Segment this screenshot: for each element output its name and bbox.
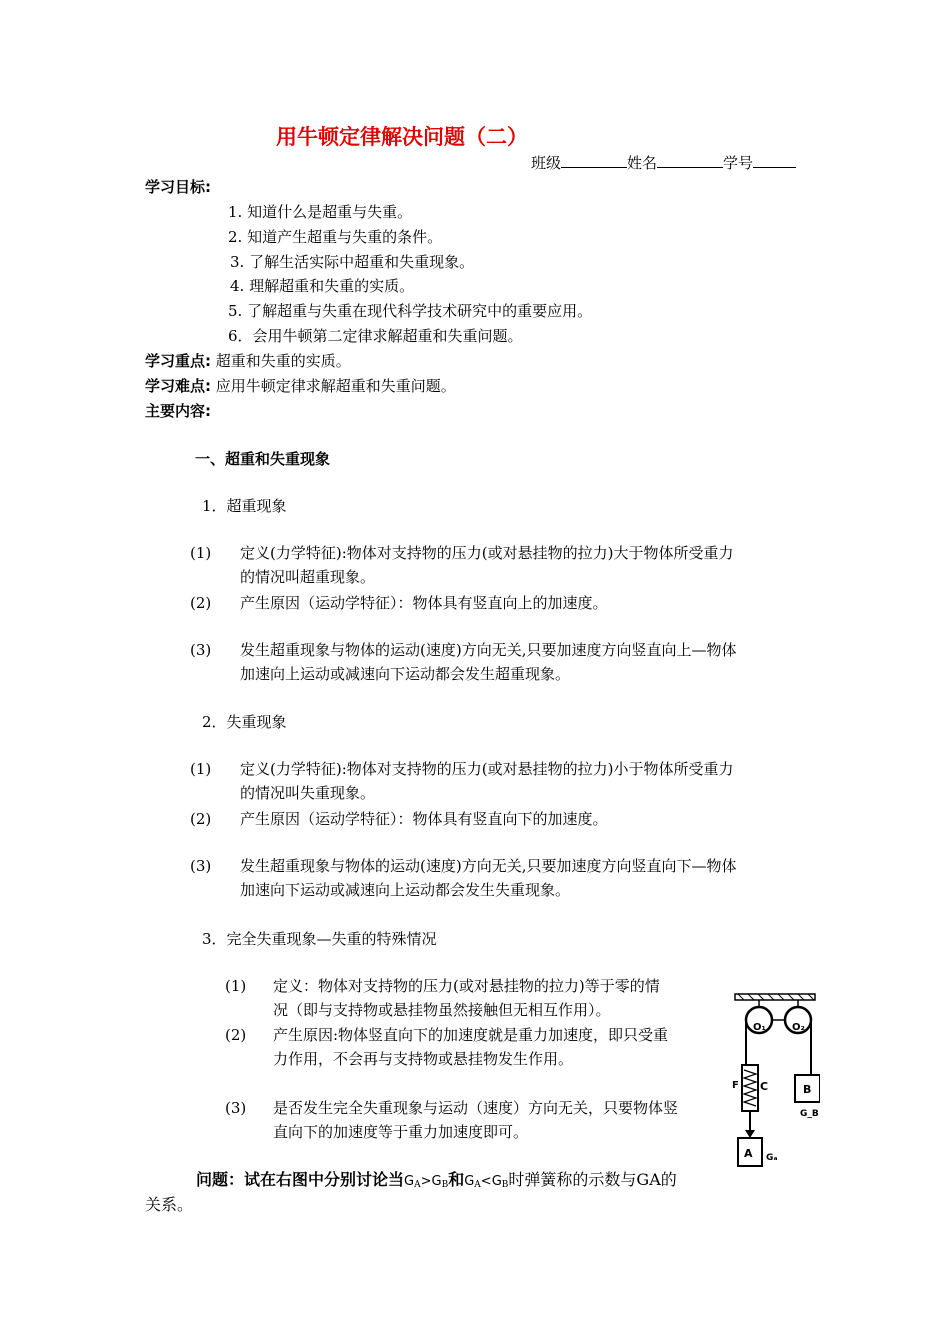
page-title: 用牛顿定律解决问题（二）	[276, 124, 528, 149]
name-blank[interactable]	[657, 152, 723, 168]
item-number: (2)	[190, 810, 212, 828]
item-text: 加速向下运动或减速向上运动都会发生失重现象。	[240, 881, 571, 899]
pulley-figure	[730, 990, 820, 1172]
item-text: 产生原因:物体竖直向下的加速度就是重力加速度，即只受重	[273, 1026, 669, 1044]
objectives-label: 学习目标:	[145, 178, 211, 196]
item-number: (3)	[225, 1099, 247, 1117]
item-text: 直向下的加速度等于重力加速度即可。	[273, 1123, 529, 1141]
number-blank[interactable]	[753, 152, 796, 168]
key-point-text: 超重和失重的实质。	[215, 352, 351, 370]
pulley-o1-label: O₁	[753, 1022, 766, 1033]
pulley-o2-label: O₂	[792, 1022, 805, 1033]
objective-item: 1. 知道什么是超重与失重。	[228, 203, 413, 221]
item-text: 况（即与支持物或悬挂物虽然接触但无相互作用）。	[273, 1001, 611, 1019]
item-number: (2)	[190, 594, 212, 612]
subsection-heading: 1．超重现象	[202, 497, 287, 515]
item-number: (1)	[225, 977, 247, 995]
item-number: (1)	[190, 760, 212, 778]
item-text: 发生超重现象与物体的运动(速度)方向无关,只要加速度方向竖直向上—物体	[240, 641, 737, 659]
item-text: 定义：物体对支持物的压力(或对悬挂物的拉力)等于零的情	[273, 977, 660, 995]
item-text: 产生原因（运动学特征）：物体具有竖直向下的加速度。	[240, 810, 608, 828]
objective-item: 4. 理解超重和失重的实质。	[230, 277, 415, 295]
item-text: 产生原因（运动学特征）：物体具有竖直向上的加速度。	[240, 594, 608, 612]
objective-item: 6．会用牛顿第二定律求解超重和失重问题。	[228, 327, 523, 345]
question-line2: 关系。	[145, 1195, 194, 1214]
objective-item: 3. 了解生活实际中超重和失重现象。	[230, 253, 475, 271]
ceiling-bar	[735, 994, 815, 1000]
item-text: 定义(力学特征):物体对支持物的压力(或对悬挂物的拉力)大于物体所受重力	[240, 544, 734, 562]
spring-label: C	[760, 1080, 769, 1093]
name-label: 姓名	[627, 154, 658, 172]
item-text: 的情况叫失重现象。	[240, 784, 376, 802]
objective-item: 5. 了解超重与失重在现代科学技术研究中的重要应用。	[228, 302, 593, 320]
force-label: F	[732, 1080, 739, 1091]
key-point-label: 学习重点:	[145, 352, 211, 370]
item-number: (3)	[190, 857, 212, 875]
section-heading: 一、超重和失重现象	[195, 450, 331, 468]
block-b-label: B	[803, 1083, 812, 1096]
block-a-label: A	[744, 1147, 753, 1160]
class-blank[interactable]	[561, 152, 627, 168]
key-point	[145, 351, 351, 371]
question-suffix: 时弹簧称的示数与GA的	[508, 1170, 677, 1189]
item-number: (1)	[190, 544, 212, 562]
class-label: 班级	[531, 154, 562, 172]
item-text: 定义(力学特征):物体对支持物的压力(或对悬挂物的拉力)小于物体所受重力	[240, 760, 734, 778]
item-text: 加速向上运动或减速向下运动都会发生超重现象。	[240, 665, 571, 683]
weight-b-label: G_B	[800, 1109, 819, 1119]
number-label: 学号	[723, 154, 754, 172]
objective-item: 2. 知道产生超重与失重的条件。	[228, 228, 443, 246]
subsection-heading: 2．失重现象	[202, 713, 287, 731]
difficulty-text: 应用牛顿定律求解超重和失重问题。	[215, 377, 456, 395]
question-prefix: 问题：试在右图中分别讨论当	[196, 1170, 405, 1189]
item-number: (2)	[225, 1026, 247, 1044]
difficulty-label: 学习难点:	[145, 377, 211, 395]
weight-a-label: Gₐ	[766, 1153, 778, 1163]
item-text: 的情况叫超重现象。	[240, 568, 376, 586]
difficulty	[145, 376, 456, 396]
item-text: 发生超重现象与物体的运动(速度)方向无关,只要加速度方向竖直向下—物体	[240, 857, 737, 875]
item-text: 是否发生完全失重现象与运动（速度）方向无关，只要物体竖	[273, 1099, 679, 1117]
header-fields	[531, 152, 796, 173]
main-content-label: 主要内容:	[145, 402, 211, 420]
item-number: (3)	[190, 641, 212, 659]
question: 问题：试在右图中分别讨论当$G_A>G_B$和$G_A<G_B$时弹簧称的示数与GA的	[196, 1170, 677, 1190]
subsection-heading: 3．完全失重现象—失重的特殊情况	[202, 930, 437, 948]
item-text: 力作用，不会再与支持物或悬挂物发生作用。	[273, 1050, 574, 1068]
